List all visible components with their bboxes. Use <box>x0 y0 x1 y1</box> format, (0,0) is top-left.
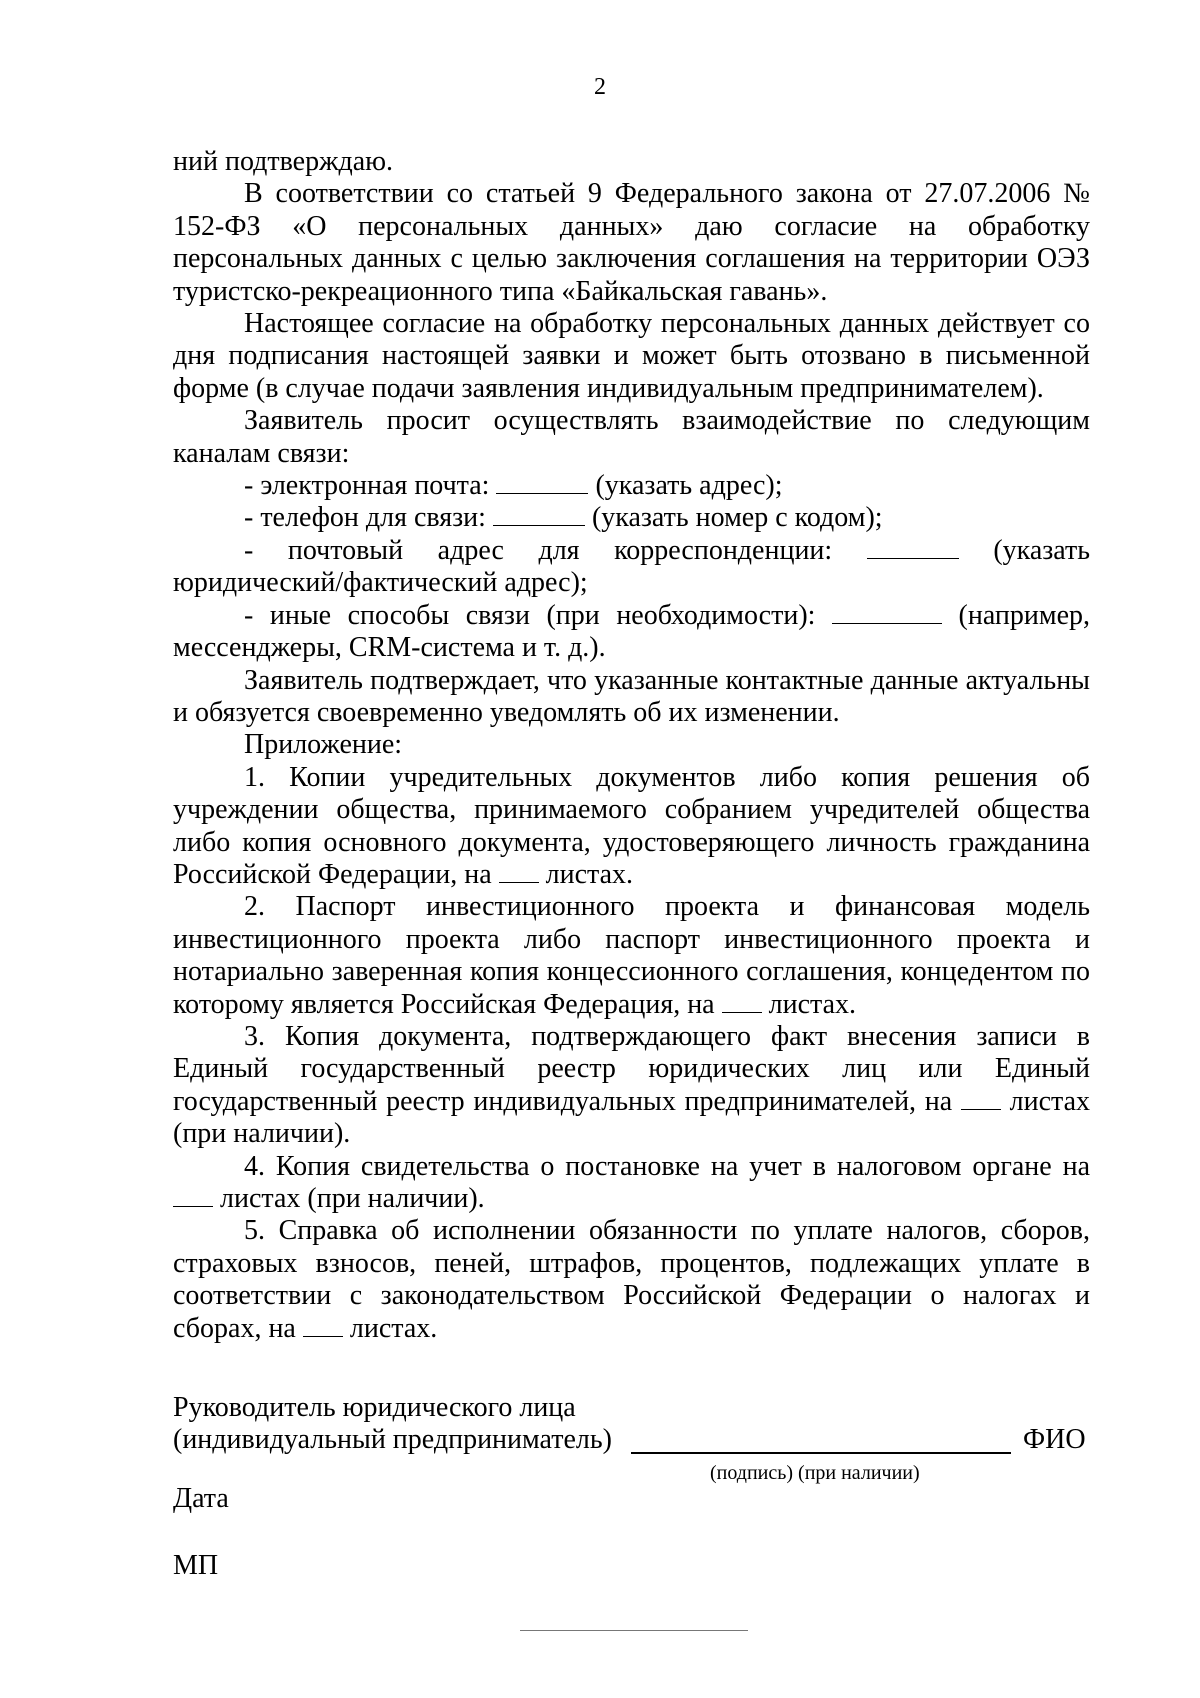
channel-email-hint: (указать адрес); <box>595 470 783 502</box>
appendix-heading: Приложение: <box>244 729 403 761</box>
footer-divider <box>520 1630 748 1631</box>
appendix-item-2-suffix: листах. <box>768 988 857 1020</box>
fio-label: ФИО <box>1023 1424 1086 1455</box>
paragraph-consent-validity: Настоящее согласие на обработку персональных данных действует со дня подписания настоящей заявки и может быть отозвано в письменной форме (в случае подачи заявления индивидуальным предпринимателем). <box>173 308 1090 404</box>
appendix-item-5-pages-blank[interactable] <box>303 1314 343 1337</box>
appendix-item-2-pages-blank[interactable] <box>722 990 762 1013</box>
paragraph-continuation: ний подтверждаю. <box>173 146 394 177</box>
date-label: Дата <box>173 1483 229 1514</box>
appendix-item-3-suffix: листах (при наличии). <box>173 1085 1091 1150</box>
signature-row <box>173 1424 1090 1460</box>
channel-phone <box>173 502 1090 534</box>
appendix-item-2-text: 2. Паспорт инвестиционного проекта и финансовая модель инвестиционного проекта либо паспорт инвестиционного проекта и нотариально заверенная копия концессионного соглашения, концедентом по которому является Российская Федерация, на <box>173 891 1090 1020</box>
paragraph-contact-confirm: Заявитель подтверждает, что указанные контактные данные актуальны и обязуется своевременно уведомлять об их изменении. <box>173 664 1090 728</box>
appendix-item-4-pages-blank[interactable] <box>173 1184 213 1207</box>
appendix-item-5-suffix: листах. <box>349 1312 438 1344</box>
channel-phone-hint: (указать номер с кодом); <box>591 502 883 534</box>
document-body <box>173 146 1090 1345</box>
stamp-label: МП <box>173 1550 219 1581</box>
appendix-item-1-pages-blank[interactable] <box>499 860 539 883</box>
page-number: 2 <box>594 74 606 100</box>
channel-email-label: - электронная почта: <box>244 470 490 502</box>
signatory-role: (индивидуальный предприниматель) <box>173 1424 612 1455</box>
phone-blank[interactable] <box>493 503 585 526</box>
channel-other <box>173 600 1090 665</box>
appendix-item-1 <box>173 762 1090 892</box>
paragraph-consent-law: В соответствии со статьей 9 Федерального закона от 27.07.2006 № 152-ФЗ «О персональных данных» даю согласие на обработку персональных данных с целью заключения соглашения на территории ОЭЗ туристско-рекреационного типа «Байкальская гавань». <box>173 178 1090 307</box>
appendix-item-2 <box>173 891 1090 1021</box>
channel-postal-hint: (указать юридический/фактический адрес); <box>173 534 1091 599</box>
signature-caption: (подпись) (при наличии) <box>710 1462 920 1484</box>
appendix-item-3-pages-blank[interactable] <box>961 1087 1001 1110</box>
signatory-title: Руководитель юридического лица <box>173 1392 576 1423</box>
appendix-item-4-text: 4. Копия свидетельства о постановке на учет в налоговом органе на <box>244 1150 1090 1182</box>
channel-postal-label: - почтовый адрес для корреспонденции: <box>244 534 833 566</box>
appendix-item-1-suffix: листах. <box>545 858 634 890</box>
postal-blank[interactable] <box>867 536 959 559</box>
channel-phone-label: - телефон для связи: <box>244 502 486 534</box>
paragraph-channels-intro: Заявитель просит осуществлять взаимодействие по следующим каналам связи: <box>173 405 1090 469</box>
appendix-item-4 <box>173 1151 1090 1216</box>
signature-line[interactable] <box>631 1452 1011 1454</box>
appendix-item-4-suffix: листах (при наличии). <box>220 1183 485 1214</box>
appendix-item-5-text: 5. Справка об исполнении обязанности по уплате налогов, сборов, страховых взносов, пеней, штрафов, процентов, подлежащих уплате в соответствии с законодательством Российской Федерации о налогах и сборах, на <box>173 1215 1090 1344</box>
channel-email <box>173 470 1090 502</box>
appendix-item-3 <box>173 1021 1090 1151</box>
other-blank[interactable] <box>832 601 942 624</box>
channel-postal <box>173 535 1090 600</box>
appendix-item-5 <box>173 1215 1090 1345</box>
appendix-item-3-text: 3. Копия документа, подтверждающего факт внесения записи в Единый государственный реестр юридических лиц или Единый государственный реестр индивидуальных предпринимателей, на <box>173 1020 1090 1117</box>
channel-other-label: - иные способы связи (при необходимости): <box>244 599 816 631</box>
channel-other-hint: (например, мессенджеры, CRM-система и т. д.). <box>173 599 1091 664</box>
appendix-item-1-text: 1. Копии учредительных документов либо копия решения об учреждении общества, принимаемого собранием учредителей общества либо копия основного документа, удостоверяющего личность гражданина Российской Федерации, на <box>173 761 1090 890</box>
email-blank[interactable] <box>496 471 588 494</box>
